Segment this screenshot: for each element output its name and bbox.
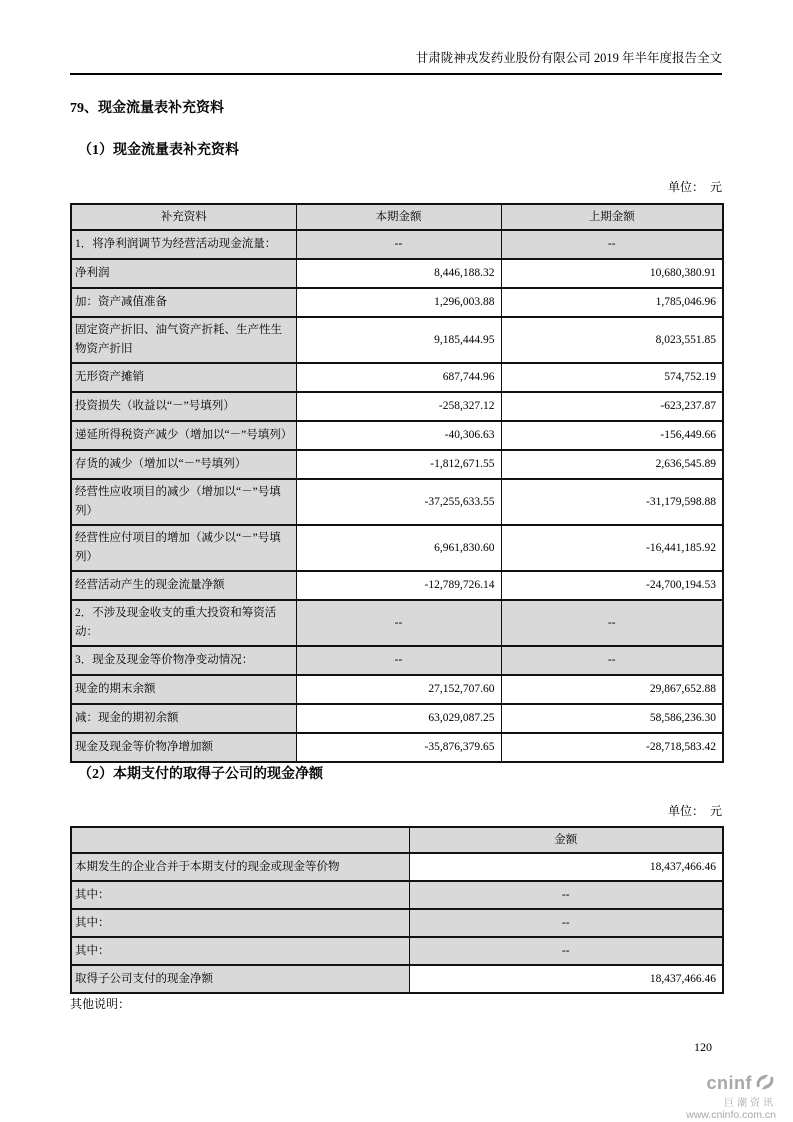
table-header-row xyxy=(71,827,723,853)
col-header-blank xyxy=(71,827,409,853)
row-label: 经营活动产生的现金流量净额 xyxy=(71,571,296,600)
table-row xyxy=(71,646,723,675)
row-current-value: -- xyxy=(296,600,501,646)
row-current-value: -40,306.63 xyxy=(296,421,501,450)
other-note: 其他说明： xyxy=(70,997,131,1011)
row-prior-value: 10,680,380.91 xyxy=(501,259,723,288)
row-current-value: -35,876,379.65 xyxy=(296,733,501,762)
section-title: 79、现金流量表补充资料 xyxy=(70,101,224,116)
cninfo-url: www.cninfo.com.cn xyxy=(686,1108,776,1121)
row-label: 经营性应付项目的增加（减少以“－”号填列） xyxy=(71,525,296,571)
row-current-value: 687,744.96 xyxy=(296,363,501,392)
col-header-supplement: 补充资料 xyxy=(71,204,296,230)
row-prior-value: -- xyxy=(501,600,723,646)
row-label: 减：现金的期初余额 xyxy=(71,704,296,733)
doc-header xyxy=(70,50,722,75)
table-row xyxy=(71,230,723,259)
table-row xyxy=(71,363,723,392)
row-prior-value: -- xyxy=(501,646,723,675)
cninfo-swirl-icon xyxy=(754,1072,776,1097)
page-number: 120 xyxy=(694,1040,712,1054)
row-amount-value: -- xyxy=(409,909,723,937)
row-prior-value: 2,636,545.89 xyxy=(501,450,723,479)
row-label: 1．将净利润调节为经营活动现金流量： xyxy=(71,230,296,259)
row-label: 其中： xyxy=(71,881,409,909)
row-amount-value: -- xyxy=(409,937,723,965)
row-label: 现金的期末余额 xyxy=(71,675,296,704)
row-label: 3．现金及现金等价物净变动情况： xyxy=(71,646,296,675)
row-prior-value: 574,752.19 xyxy=(501,363,723,392)
row-label: 递延所得税资产减少（增加以“－”号填列） xyxy=(71,421,296,450)
col-header-amount: 金额 xyxy=(409,827,723,853)
subsidiary-cash-table xyxy=(70,826,724,994)
row-prior-value: -623,237.87 xyxy=(501,392,723,421)
row-current-value: 27,152,707.60 xyxy=(296,675,501,704)
table-row xyxy=(71,600,723,646)
row-label: 本期发生的企业合并于本期支付的现金或现金等价物 xyxy=(71,853,409,881)
row-prior-value: 58,586,236.30 xyxy=(501,704,723,733)
table-row xyxy=(71,421,723,450)
row-label: 其中： xyxy=(71,909,409,937)
row-label: 取得子公司支付的现金净额 xyxy=(71,965,409,993)
table-row xyxy=(71,450,723,479)
row-prior-value: 8,023,551.85 xyxy=(501,317,723,363)
row-label: 经营性应收项目的减少（增加以“－”号填列） xyxy=(71,479,296,525)
col-header-prior-amount: 上期金额 xyxy=(501,204,723,230)
row-current-value: 63,029,087.25 xyxy=(296,704,501,733)
table-row xyxy=(71,965,723,993)
cninfo-brand-text: cninf xyxy=(706,1073,752,1094)
table-row xyxy=(71,675,723,704)
row-label: 加：资产减值准备 xyxy=(71,288,296,317)
cninfo-brand-cn: 巨潮资讯 xyxy=(724,1097,776,1109)
row-label: 净利润 xyxy=(71,259,296,288)
row-prior-value: -16,441,185.92 xyxy=(501,525,723,571)
table-row xyxy=(71,853,723,881)
table-row xyxy=(71,479,723,525)
cash-flow-supplement-table xyxy=(70,203,724,763)
row-current-value: 6,961,830.60 xyxy=(296,525,501,571)
row-prior-value: -156,449.66 xyxy=(501,421,723,450)
table-row xyxy=(71,733,723,762)
doc-header-title: 甘肃陇神戎发药业股份有限公司 2019 年半年度报告全文 xyxy=(415,51,722,65)
row-current-value: -258,327.12 xyxy=(296,392,501,421)
row-prior-value: 1,785,046.96 xyxy=(501,288,723,317)
table-row xyxy=(71,937,723,965)
table-row xyxy=(71,909,723,937)
row-label: 固定资产折旧、油气资产折耗、生产性生物资产折旧 xyxy=(71,317,296,363)
row-current-value: 8,446,188.32 xyxy=(296,259,501,288)
table-row xyxy=(71,317,723,363)
row-label: 现金及现金等价物净增加额 xyxy=(71,733,296,762)
row-amount-value: 18,437,466.46 xyxy=(409,853,723,881)
row-prior-value: -28,718,583.42 xyxy=(501,733,723,762)
row-current-value: -1,812,671.55 xyxy=(296,450,501,479)
subsection-2-title: （2）本期支付的取得子公司的现金净额 xyxy=(78,767,323,782)
table-row xyxy=(71,392,723,421)
subsection-1-title: （1）现金流量表补充资料 xyxy=(78,143,239,158)
row-prior-value: 29,867,652.88 xyxy=(501,675,723,704)
table-row xyxy=(71,525,723,571)
table-row xyxy=(71,571,723,600)
col-header-current-amount: 本期金额 xyxy=(296,204,501,230)
row-amount-value: 18,437,466.46 xyxy=(409,965,723,993)
row-prior-value: -31,179,598.88 xyxy=(501,479,723,525)
row-label: 投资损失（收益以“－”号填列） xyxy=(71,392,296,421)
row-current-value: -- xyxy=(296,230,501,259)
row-label: 无形资产摊销 xyxy=(71,363,296,392)
row-current-value: -- xyxy=(296,646,501,675)
table-header-row xyxy=(71,204,723,230)
table-row xyxy=(71,259,723,288)
cninfo-logo-row xyxy=(686,1072,776,1097)
row-current-value: -12,789,726.14 xyxy=(296,571,501,600)
cninfo-logo xyxy=(686,1072,776,1121)
row-amount-value: -- xyxy=(409,881,723,909)
row-current-value: -37,255,633.55 xyxy=(296,479,501,525)
row-prior-value: -- xyxy=(501,230,723,259)
row-current-value: 9,185,444.95 xyxy=(296,317,501,363)
unit-label-2: 单位： 元 xyxy=(667,804,722,818)
unit-label-1: 单位： 元 xyxy=(667,180,722,194)
table-row xyxy=(71,704,723,733)
row-label: 存货的减少（增加以“－”号填列） xyxy=(71,450,296,479)
table-row xyxy=(71,881,723,909)
row-current-value: 1,296,003.88 xyxy=(296,288,501,317)
table-row xyxy=(71,288,723,317)
row-label: 其中： xyxy=(71,937,409,965)
row-label: 2．不涉及现金收支的重大投资和筹资活动： xyxy=(71,600,296,646)
row-prior-value: -24,700,194.53 xyxy=(501,571,723,600)
